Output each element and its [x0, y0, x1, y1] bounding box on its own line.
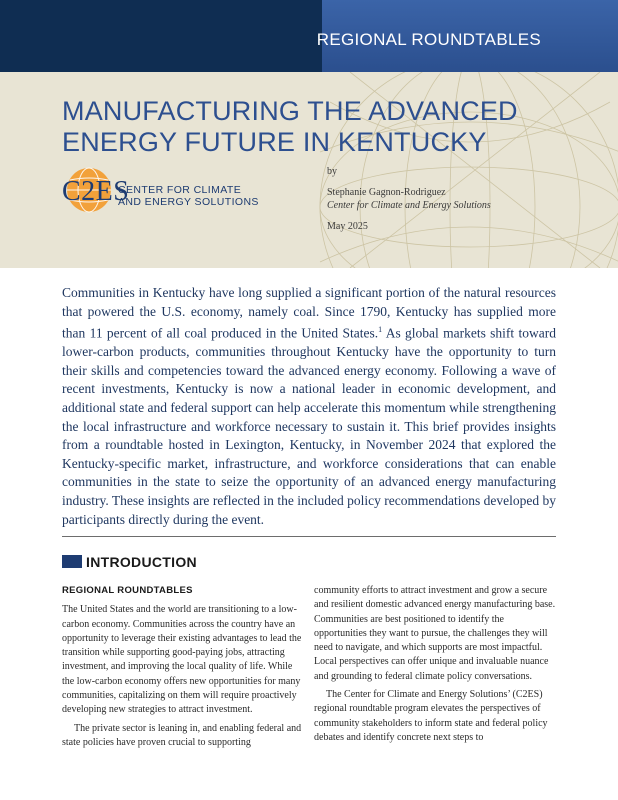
- logo-acronym: C2ES: [62, 176, 130, 207]
- right-column: [314, 584, 556, 749]
- left-column: [62, 584, 304, 754]
- paragraph: The United States and the world are transitioning to a low-carbon economy. Communities across the country have an opportunity to leverage their existing advantages to lead the transition while supporting good-paying jobs, attracting investment, and improving the local quality of life. While the low-carbon economy offers new opportunities for many communities, capitalizing on them will require proactively developing new strategies to attract investment.: [62, 604, 302, 716]
- paragraph: community efforts to attract investment and grow a secure and resilient domestic advanced energy manufacturing base. Communities are best positioned to identify the opportunities they want to pursue, the challenges they will need to navigate, and which supports are most impactful. Local perspectives can offer unique and invaluable nuance and grounding to federal climate policy conversations.: [314, 585, 556, 682]
- series-tab: [316, 0, 618, 72]
- subheading: REGIONAL ROUNDTABLES: [62, 585, 193, 596]
- author-organization: Center for Climate and Energy Solutions: [327, 200, 491, 211]
- logo-organization-name: CENTER FOR CLIMATE AND ENERGY SOLUTIONS: [118, 184, 259, 208]
- publication-date: May 2025: [327, 221, 368, 232]
- intro-paragraph: Communities in Kentucky have long supplied a significant portion of the natural resources that powered the U.S. economy, namely coal. Since 1790, Kentucky has supplied more than 11 percent of all coal produced in the United States.$^1$ As global markets shift toward lower-carbon products, communities throughout Kentucky have the opportunity to turn their skills and competencies toward the advanced energy economy. Following a wave of recent investments, Kentucky is now a national leader in economic development, and additional state and federal support can help accelerate this momentum while strengthening the local infrastructure and workforce necessary to sustain it. This brief provides insights from a roundtable hosted in Lexington, Kentucky, in November 2024 that explored the Kentucky-specific market, infrastructure, and workforce considerations that can enable communities in the state to seize the opportunity of an advanced energy manufacturing industry. These insights are reflected in the included policy recommendations developed by participants directly during the event.: [62, 285, 556, 527]
- series-label: REGIONAL ROUNDTABLES: [316, 30, 541, 49]
- section-heading: INTRODUCTION: [86, 554, 197, 570]
- report-title: MANUFACTURING THE ADVANCED ENERGY FUTURE IN KENTUCKY: [62, 96, 518, 157]
- paragraph: The private sector is leaning in, and enabling federal and state policies have proven crucial to supporting: [62, 722, 302, 748]
- section-divider: [62, 536, 556, 537]
- paragraph: The Center for Climate and Energy Solutions’ (C2ES) regional roundtable program elevates the perspectives of community stakeholders to inform state and federal policy debates and identify concrete next steps to: [314, 689, 548, 743]
- section-marker: [62, 555, 82, 568]
- byline: by Stephanie Gagnon-Rodriguez Center for Climate and Energy Solutions May 2025: [327, 166, 491, 232]
- author-name: Stephanie Gagnon-Rodriguez: [327, 187, 446, 198]
- footnote-marker[interactable]: 1: [378, 325, 383, 335]
